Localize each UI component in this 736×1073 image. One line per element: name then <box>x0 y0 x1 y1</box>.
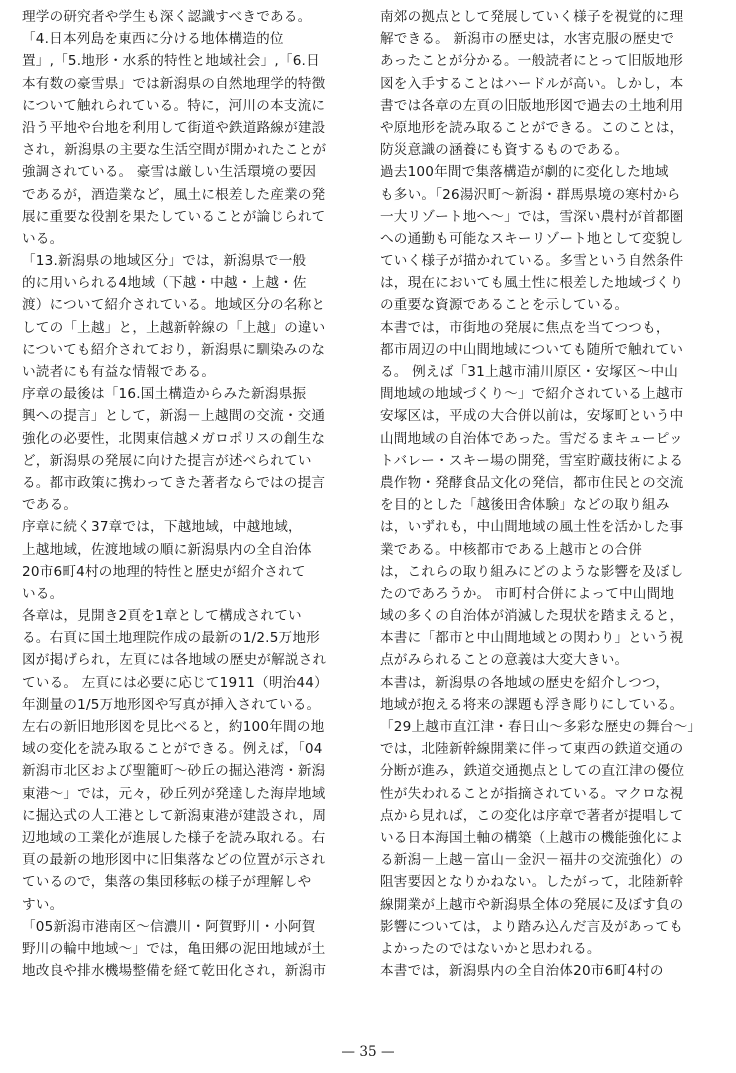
left-column-line: 域の変化を読み取ることができる。例えば，「04 <box>22 741 323 758</box>
right-column-line: は，いずれも，中山間地域の風土性を活かした事 <box>380 519 684 536</box>
right-column-line: 南郊の拠点として発展していく様子を視覚的に理 <box>380 9 684 25</box>
right-column-line: 農作物・発酵食品文化の発信，都市住民との交流 <box>380 474 684 491</box>
right-column-line: 影響については，より踏み込んだ言及があっても <box>380 918 684 935</box>
left-column-line: 各章は，見開き2頁を1章として構成されてい <box>22 608 302 625</box>
left-column-line: ている。 左頁には必要に応じて1911（明治44） <box>22 674 328 691</box>
right-column-line: 都市周辺の中山間地域についても随所で触れてい <box>380 341 684 358</box>
left-column-line: 新潟市北区および聖籠町～砂丘の掘込港湾・新潟 <box>22 763 326 780</box>
right-column-line: ていく様子が描かれている。多雪という自然条件 <box>380 253 684 270</box>
right-column-line: 本書は，新潟県の各地域の歴史を紹介しつつ， <box>380 674 670 691</box>
left-column-line: について触れられている。特に，河川の本支流に <box>22 97 326 114</box>
left-column-line: 頁の最新の地形図中に旧集落などの位置が示され <box>22 852 326 869</box>
left-column-line: であるが，酒造業など，風土に根差した産業の発 <box>22 186 326 203</box>
right-column-line: 書では各章の左頁の旧版地形図で過去の土地利用 <box>380 97 684 114</box>
left-column-line: ているので，集落の集団移転の様子が理解しや <box>22 874 312 891</box>
left-column-line: に掘込式の人工港として新潟東港が建設され，周 <box>22 807 327 824</box>
right-column-line: 分断が進み，鉄道交通拠点としての直江津の優位 <box>380 763 685 780</box>
left-column-line: 上越地域，佐渡地域の順に新潟県内の全自治体 <box>22 541 312 558</box>
right-column-line: 図を入手することはハードルが高い。しかし，本 <box>380 75 684 92</box>
left-column-line: しての「上越」と，上越新幹線の「上越」の違い <box>22 319 326 336</box>
right-column-line: 本書では，市街地の発展に焦点を当てつつも， <box>380 319 670 336</box>
left-column-line: 東港～」では，元々，砂丘列が発達した海岸地域 <box>22 785 326 802</box>
left-column-line: 年測量の1/5万地形図や写真が挿入されている。 <box>22 696 321 713</box>
left-column-line: 序章の最後は「16.国土構造からみた新潟県振 <box>22 386 307 403</box>
right-column-line: への通勤も可能なスキーリゾート地として変貌し <box>380 230 684 247</box>
right-column-line: や原地形を読み取ることができる。このことは， <box>380 119 684 136</box>
left-column-line: る。都市政策に携わってきた著者ならではの提言 <box>22 474 326 491</box>
right-column-line: 阻害要因となりかねない。したがって，北陸新幹 <box>380 874 684 891</box>
left-column-line: いる。 <box>22 585 64 602</box>
right-column-line: 過去100年間で集落構造が劇的に変化した地域 <box>380 164 669 181</box>
left-column-line: 野川の輪中地域～」では，亀田郷の泥田地域が土 <box>22 940 326 957</box>
left-column-line: についても紹介されており，新潟県に馴染みのな <box>22 341 326 358</box>
left-column-line: る。右頁に国土地理院作成の最新の1/2.5万地形 <box>22 630 320 647</box>
right-column-line: 地域が抱える将来の課題も浮き彫りにしている。 <box>380 696 684 713</box>
right-column-line: は，現在においても風土性に根差した地域づくり <box>380 275 684 292</box>
left-column-line: 序章に続く37章では，下越地域，中越地域， <box>22 519 302 536</box>
left-column-line: 的に用いられる4地域（下越・中越・上越・佐 <box>22 275 307 292</box>
left-column-line: 理学の研究者や学生も深く認識すべきである。 <box>22 9 312 25</box>
left-column-line: 「13.新潟県の地域区分」では，新潟県で一般 <box>22 253 307 270</box>
right-column-line: 点から見れば，この変化は序章で著者が提唱して <box>380 807 684 824</box>
left-column-line: 強調されている。 豪雪は厳しい生活環境の要因 <box>22 164 317 181</box>
right-column-line: を目的とした「越後田舎体験」などの取り組み <box>380 497 670 514</box>
right-column-line: 「29上越市直江津・春日山～多彩な歴史の舞台～」 <box>380 719 702 735</box>
left-column-line: 左右の新旧地形図を見比べると，約100年間の地 <box>22 719 325 735</box>
left-column-line: いる。 <box>22 230 64 247</box>
right-column-line: 一大リゾート地へ～」では，雪深い農村が首都圏 <box>380 208 684 225</box>
left-column-line: 図が掲げられ，左頁には各地域の歴史が解説され <box>22 652 327 669</box>
right-column-line: 業である。中核都市である上越市との合併 <box>380 541 643 558</box>
right-column-line: では，北陸新幹線開業に伴って東西の鉄道交通の <box>380 741 684 758</box>
left-column-line: である。 <box>22 497 78 514</box>
left-column-line: 20市6町4村の地理的特性と歴史が紹介されて <box>22 563 306 580</box>
left-column-line: い読者にも有益な情報である。 <box>22 364 216 380</box>
left-column-line: 強化の必要性，北関東信越メガロポリスの創生な <box>22 430 326 447</box>
right-column-line: る。 例えば「31上越市浦川原区・安塚区～中山 <box>380 364 679 380</box>
page-number: — 35 — <box>341 1044 395 1060</box>
right-column-line: 点がみられることの意義は大変大きい。 <box>380 652 629 669</box>
right-column-line: 山間地域の自治体であった。雪だるまキューピッ <box>380 430 683 447</box>
right-text-column <box>380 6 718 982</box>
left-column-line: ど，新潟県の発展に向けた提言が述べられてい <box>22 452 312 469</box>
right-column-line: る新潟－上越－富山－金沢－福井の交流強化）の <box>380 852 684 869</box>
right-column-line: 安塚区は，平成の大合併以前は，安塚町という中 <box>380 408 684 425</box>
left-column-line: 「4.日本列島を東西に分ける地体構造的位 <box>22 31 284 48</box>
right-column-line: 線開業が上越市や新潟県全体の発展に及ぼす負の <box>380 896 684 913</box>
right-column-line: 解できる。 新潟市の歴史は，水害克服の歴史で <box>380 31 675 48</box>
right-column-line: 本書では，新潟県内の全自治体20市6町4村の <box>380 963 664 980</box>
right-column-line: の重要な資源であることを示している。 <box>380 297 629 314</box>
left-column-line: すい。 <box>22 896 64 913</box>
right-column-line: 性が失われることが指摘されている。マクロな視 <box>380 785 684 802</box>
left-column-line: 置」,「5.地形・水系的特性と地域社会」,「6.日 <box>22 53 320 70</box>
right-column-line: 本書に「都市と中山間地域との関わり」という視 <box>380 630 684 647</box>
right-column-line: たのであろうか。 市町村合併によって中山間地 <box>380 585 675 602</box>
right-column-line: トバレー・スキー場の開発，雪室貯蔵技術による <box>380 452 684 469</box>
left-column-line: 展に重要な役割を果たしていることが論じられて <box>22 208 326 225</box>
left-column-line: 渡）について紹介されている。地域区分の名称と <box>22 297 326 314</box>
right-column-line: 域の多くの自治体が消滅した現状を踏まえると， <box>380 608 684 625</box>
left-column-line: 沿う平地や台地を利用して街道や鉄道路線が建設 <box>22 119 326 136</box>
left-column-line: され，新潟県の主要な生活空間が開かれたことが <box>22 142 327 159</box>
left-column-line: 「05新潟市港南区～信濃川・阿賀野川・小阿賀 <box>22 918 316 935</box>
right-column-line: いる日本海国土軸の構築（上越市の機能強化によ <box>380 829 684 846</box>
right-column-line: も多い。「26湯沢町～新潟・群馬県境の寒村から <box>380 186 681 203</box>
left-column-line: 辺地域の工業化が進展した様子を読み取れる。右 <box>22 829 326 846</box>
left-text-column <box>22 6 360 982</box>
right-column-line: は，これらの取り組みにどのような影響を及ぼし <box>380 563 684 580</box>
right-column-line: よかったのではないかと思われる。 <box>380 940 601 957</box>
right-column-line: 間地域の地域づくり～」で紹介されている上越市 <box>380 386 684 403</box>
right-column-line: あったことが分かる。一般読者にとって旧版地形 <box>380 53 684 70</box>
left-column-line: 本有数の豪雪県」では新潟県の自然地理学的特徴 <box>22 75 326 92</box>
right-column-line: 防災意識の涵養にも資するものである。 <box>380 142 629 159</box>
left-column-line: 興への提言」として，新潟－上越間の交流・交通 <box>22 408 326 425</box>
left-column-line: 地改良や排水機場整備を経て乾田化され，新潟市 <box>22 963 327 980</box>
